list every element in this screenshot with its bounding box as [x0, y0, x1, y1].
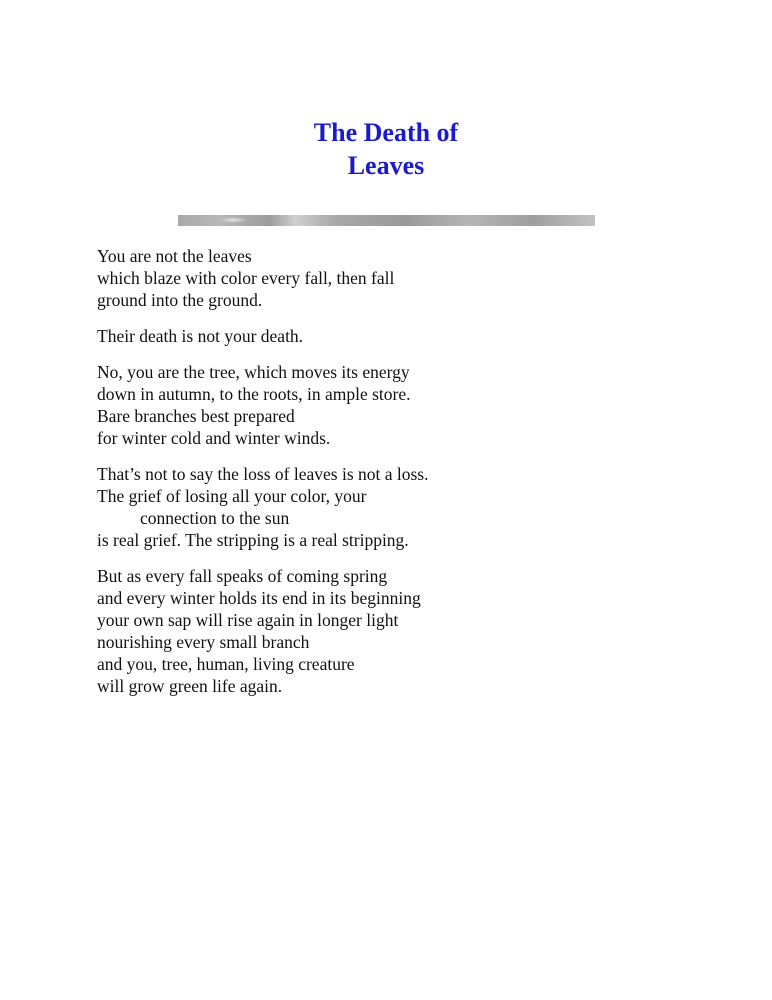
- stanza-5: [97, 565, 697, 697]
- poem-line: which blaze with color every fall, then fall: [97, 268, 395, 288]
- poem-line: nourishing every small branch: [97, 632, 310, 652]
- stanza-1: [97, 245, 697, 311]
- stanza-2: [97, 325, 697, 347]
- poem-line: Bare branches best prepared: [97, 406, 295, 426]
- title-line-2: Leaves: [347, 151, 425, 180]
- poem-line: down in autumn, to the roots, in ample store.: [97, 384, 411, 404]
- poem-line: You are not the leaves: [97, 246, 252, 266]
- stanza-3: [97, 361, 697, 449]
- poem-line: That’s not to say the loss of leaves is not a loss.: [97, 464, 429, 484]
- poem-line: will grow green life again.: [97, 676, 283, 696]
- poem-line: The grief of losing all your color, your: [97, 486, 367, 506]
- decorative-divider: [178, 215, 595, 226]
- poem-line: for winter cold and winter winds.: [97, 428, 331, 448]
- poem-line: and every winter holds its end in its beginning: [97, 588, 421, 608]
- poem-line: Their death is not your death.: [97, 326, 304, 346]
- title-line-1: The Death of: [313, 118, 459, 147]
- poem-body: [97, 245, 697, 711]
- poem-title: [286, 116, 486, 182]
- poem-line: But as every fall speaks of coming spring: [97, 566, 388, 586]
- poem-line: ground into the ground.: [97, 290, 263, 310]
- poem-line: No, you are the tree, which moves its energy: [97, 362, 410, 382]
- poem-line: and you, tree, human, living creature: [97, 654, 355, 674]
- stanza-4: [97, 463, 697, 551]
- poem-line: your own sap will rise again in longer light: [97, 610, 399, 630]
- poem-line: is real grief. The stripping is a real stripping.: [97, 530, 409, 550]
- poem-line-indented: connection to the sun: [140, 508, 290, 528]
